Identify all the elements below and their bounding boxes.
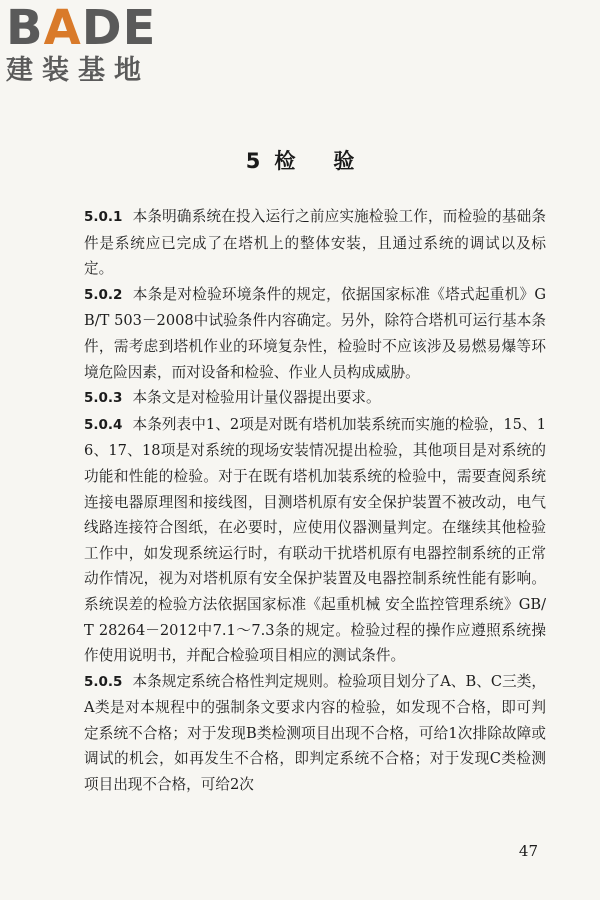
chapter-title-char: 验 (333, 149, 355, 173)
logo-letter: E (122, 0, 157, 56)
section-number: 5.0.1 (84, 209, 123, 225)
section-paragraph (84, 412, 546, 669)
section-text: 本条是对检验环境条件的规定，依据国家标准《塔式起重机》GB/T 503－2008中试验条件内容确定。另外，除符合塔机可运行基本条件，需考虑到塔机作业的环境复杂性，检验时不应该涉及易燃易爆等环境危险因素，而对设备和检验、作业人员构成威胁。 (84, 285, 546, 381)
section-number: 5.0.2 (84, 286, 123, 303)
section-number: 5.0.5 (84, 673, 123, 690)
logo-letter-accent: A (43, 0, 82, 56)
logo-subtitle: 建装基地 (6, 55, 150, 86)
section-text: 本条列表中1、2项是对既有塔机加装系统而实施的检验，15、16、17、18项是对系统的现场安装情况提出检验，其他项目是对系统的功能和性能的检验。对于在既有塔机加装系统的检验中，需要查阅系统连接电器原理图和接线图，目测塔机原有安全保护装置不被改动，电气线路连接符合图纸，在必要时，应使用仪器测量判定。在继续其他检验工作中，如发现系统运行时，有联动干扰塔机原有电器控制系统的正常动作情况，视为对塔机原有安全保护装置及电器控制系统性能有影响。系统误差的检验方法依据国家标准《起重机械 安全监控管理系统》GB/T 28264－2012中7.1～7.3条的规定。检验过程的操作应遵照系统操作使用说明书，并配合检验项目相应的测试条件。 (84, 415, 546, 665)
section-paragraph (84, 385, 546, 412)
logo-letter: B (6, 0, 44, 56)
section-number: 5.0.4 (84, 416, 123, 433)
section-text: 本条规定系统合格性判定规则。检验项目划分了A、B、C三类，A类是对本规程中的强制条文要求内容的检验，如发现不合格，即可判定系统不合格；对于发现B类检测项目出现不合格，可给1次排除故障或调试的机会，如再发生不合格，即判定系统不合格；对于发现C类检测项目出现不合格，可给2次 (84, 672, 546, 794)
page-number: 47 (518, 842, 538, 860)
section-paragraph (84, 204, 546, 282)
logo-letter: D (81, 0, 123, 56)
chapter-title-char: 检 (274, 149, 296, 173)
section-paragraph (84, 669, 546, 798)
bade-logo (6, 0, 176, 96)
document-body (84, 204, 546, 798)
chapter-title (0, 145, 600, 175)
section-text: 本条明确系统在投入运行之前应实施检验工作，而检验的基础条件是系统应已完成了在塔机上的整体安装，且通过系统的调试以及标定。 (84, 208, 546, 278)
chapter-number: 5 (245, 149, 261, 173)
logo-wordmark (6, 0, 176, 56)
section-number: 5.0.3 (84, 390, 123, 407)
section-text: 本条文是对检验用计量仪器提出要求。 (132, 389, 381, 407)
section-paragraph (84, 282, 546, 385)
